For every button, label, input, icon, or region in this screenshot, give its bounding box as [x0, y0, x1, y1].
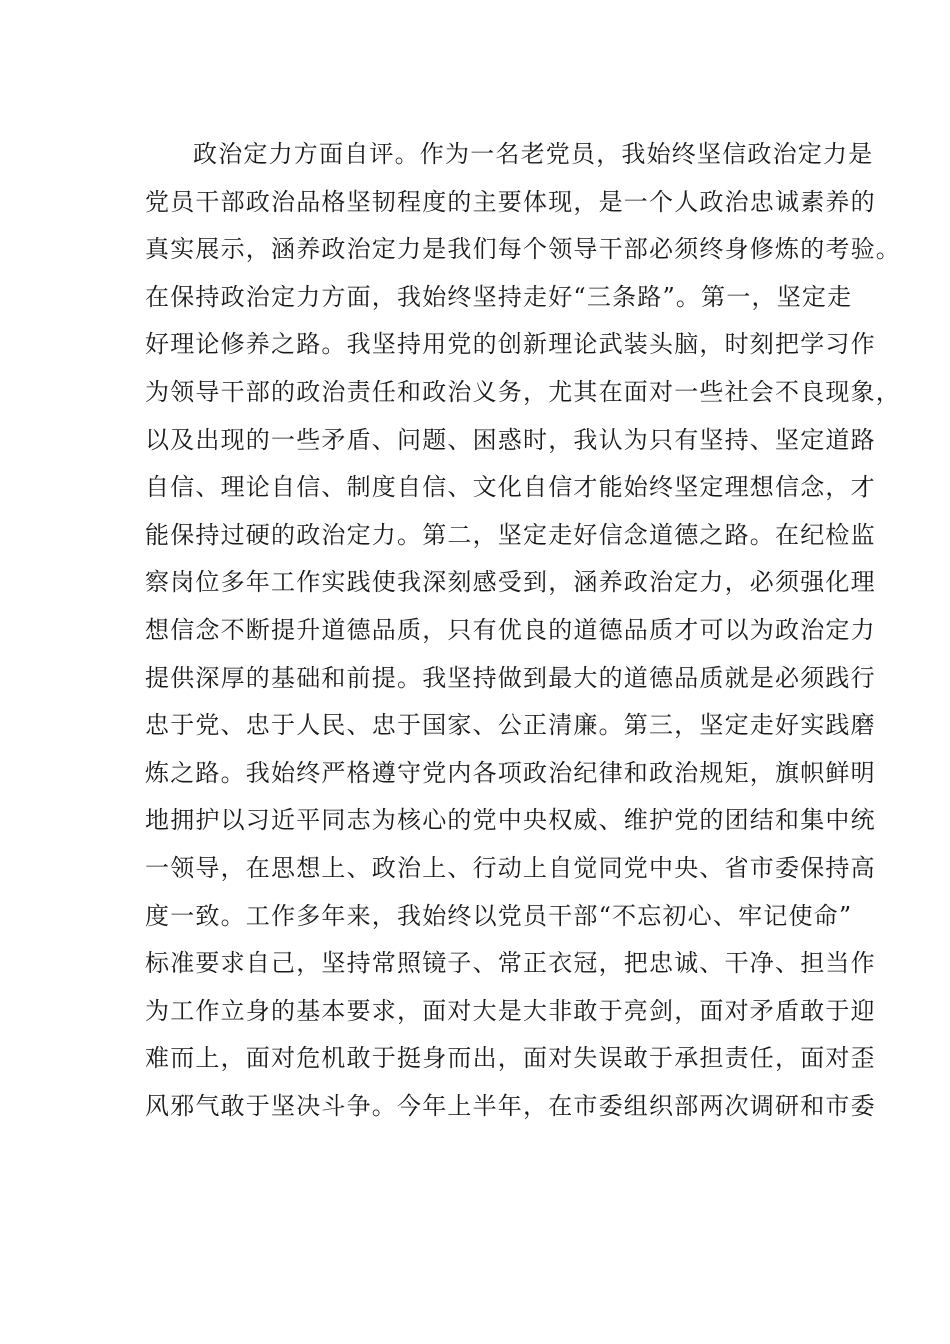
- text-line: 真实展示，涵养政治定力是我们每个领导干部必须终身修炼的考验。: [145, 235, 901, 264]
- text-line: 风邪气敢于坚决斗争。今年上半年，在市委组织部两次调研和市委: [145, 1091, 876, 1120]
- text-line: 为领导干部的政治责任和政治义务，尤其在面对一些社会不良现象，: [145, 377, 901, 406]
- text-line: 难而上，面对危机敢于挺身而出，面对失误敢于承担责任，面对歪: [145, 1044, 876, 1073]
- text-line: 标准要求自己，坚持常照镜子、常正衣冠，把忠诚、干净、担当作: [145, 949, 876, 978]
- text-line: 一领导，在思想上、政治上、行动上自觉同党中央、省市委保持高: [145, 853, 876, 882]
- text-line: 炼之路。我始终严格遵守党内各项政治纪律和政治规矩，旗帜鲜明: [145, 758, 876, 787]
- text-line: 党员干部政治品格坚韧程度的主要体现，是一个人政治忠诚素养的: [145, 187, 876, 216]
- text-line: 提供深厚的基础和前提。我坚持做到最大的道德品质就是必须践行: [145, 663, 876, 692]
- body-paragraph: [145, 131, 901, 1130]
- text-line: 想信念不断提升道德品质，只有优良的道德品质才可以为政治定力: [145, 615, 876, 644]
- text-line: 地拥护以习近平同志为核心的党中央权威、维护党的团结和集中统: [145, 806, 876, 835]
- text-line: 度一致。工作多年来，我始终以党员干部“不忘初心、牢记使命”: [145, 901, 853, 930]
- text-line: 为工作立身的基本要求，面对大是大非敢于亮剑，面对矛盾敢于迎: [145, 996, 876, 1025]
- text-line: 政治定力方面自评。作为一名老党员，我始终坚信政治定力是: [193, 140, 874, 168]
- text-line: 察岗位多年工作实践使我深刻感受到，涵养政治定力，必须强化理: [145, 568, 876, 597]
- text-line: 在保持政治定力方面，我始终坚持走好“三条路”。第一，坚定走: [145, 282, 853, 311]
- text-line: 忠于党、忠于人民、忠于国家、公正清廉。第三，坚定走好实践磨: [145, 711, 876, 740]
- text-line: 能保持过硬的政治定力。第二，坚定走好信念道德之路。在纪检监: [145, 520, 876, 549]
- text-line: 以及出现的一些矛盾、问题、困惑时，我认为只有坚持、坚定道路: [145, 425, 876, 454]
- text-line: 自信、理论自信、制度自信、文化自信才能始终坚定理想信念，才: [145, 473, 876, 502]
- text-line: 好理论修养之路。我坚持用党的创新理论武装头脑，时刻把学习作: [145, 330, 876, 359]
